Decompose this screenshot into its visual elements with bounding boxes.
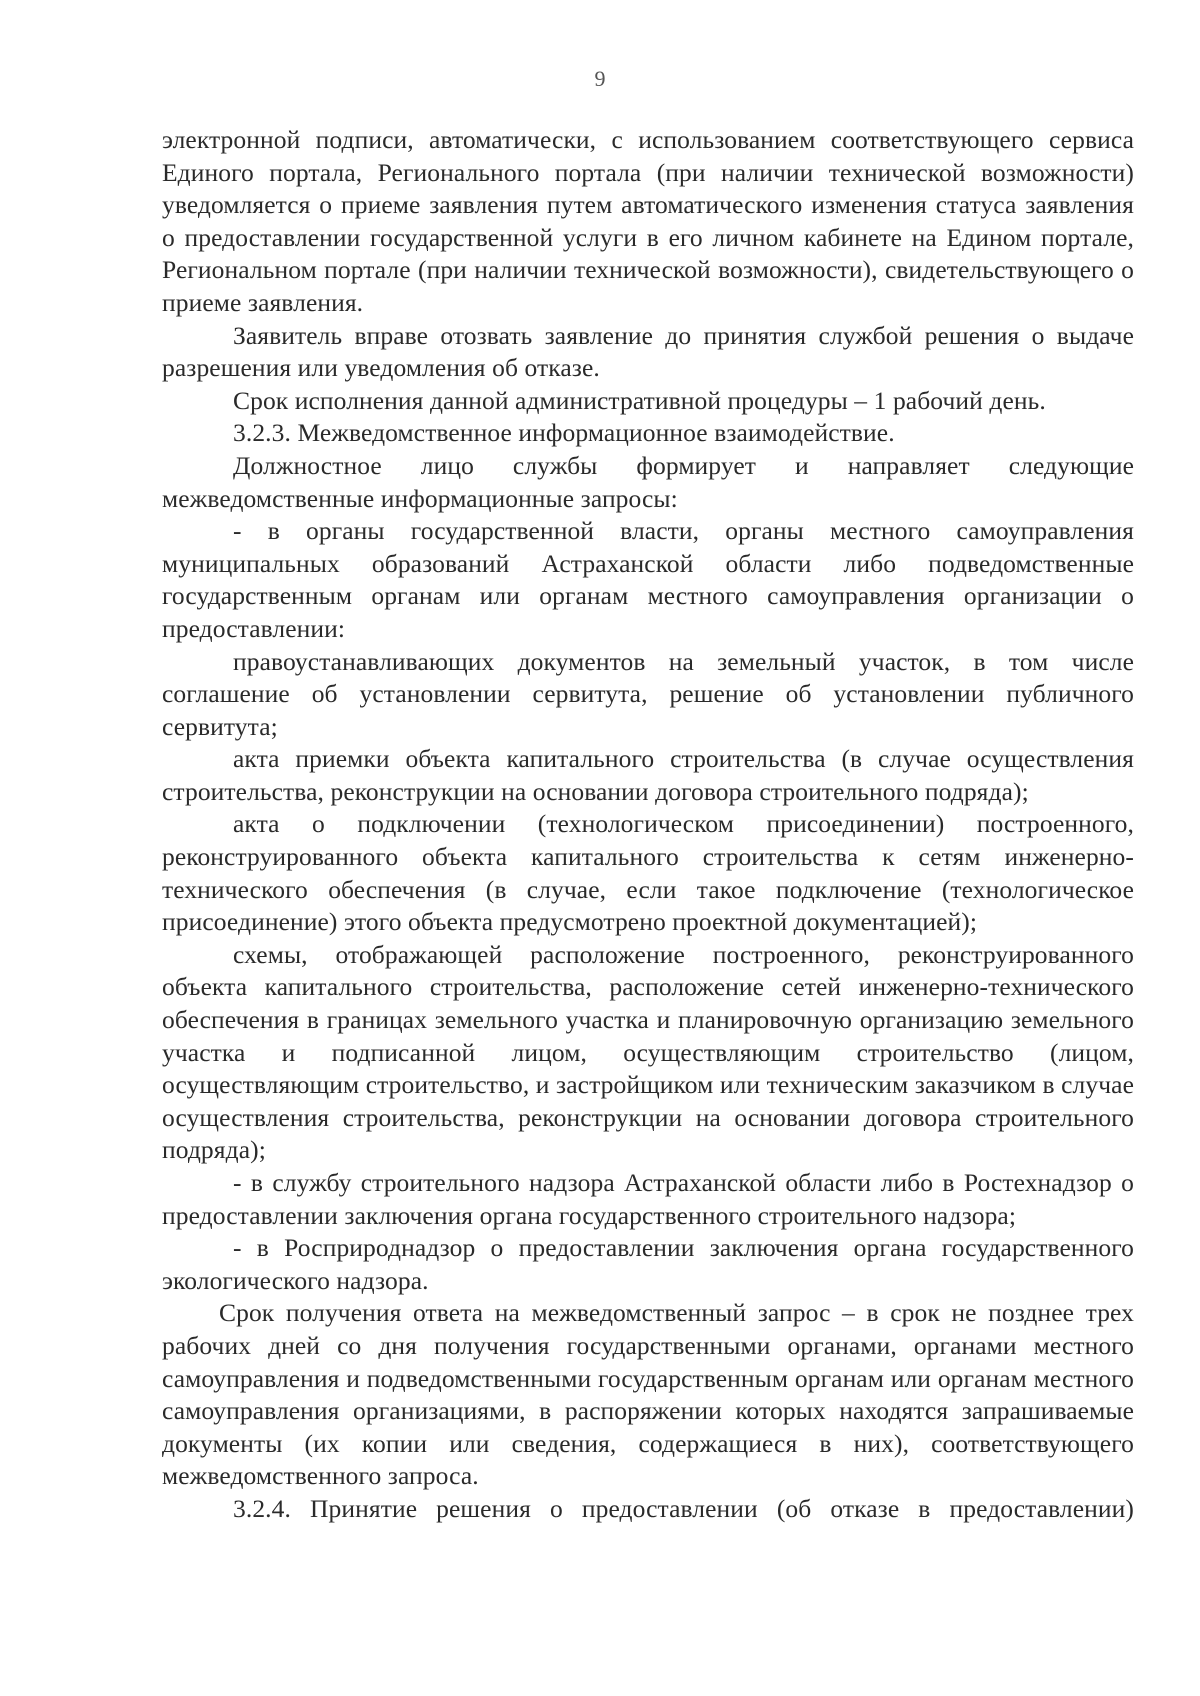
list-item-construction-supervision: - в службу строительного надзора Астраханской области либо в Ростехнадзор о предоставлении заключения органа государственного строительного надзора; [162, 1168, 1134, 1230]
section-heading-3-2-4: 3.2.4. Принятие решения о предоставлении (об отказе в предоставлении) [233, 1493, 1134, 1523]
list-subitem-layout-scheme: схемы, отображающей расположение построенного, реконструированного объекта капитального строительства, расположение сетей инженерно-технического обеспечения в границах земельного участка и планировочную организацию земельного участка и подписанной лицом, осуществляющим строительство (лицом, осуществляющим строительство, и застройщиком или техническим заказчиком в случае осуществления строительства, реконструкции на основании договора строительного подряда); [162, 939, 1134, 1165]
paragraph-notification: электронной подписи, автоматически, с использованием соответствующего сервиса Единого портала, Регионального портала (при наличии технической возможности) уведомляется о приеме заявления путем автоматического изменения статуса заявления о предоставлении государственной услуги в его личном кабинете на Едином портале, Региональном портале (при наличии технической возможности), свидетельствующего о приеме заявления. [162, 125, 1134, 317]
document-body [162, 124, 1134, 1526]
list-subitem-connection-act: акта о подключении (технологическом присоединении) построенного, реконструированного объекта капитального строительства к сетям инженерно-технического обеспечения (в случае, если такое подключение (технологическое присоединение) этого объекта предусмотрено проектной документацией); [162, 809, 1134, 937]
list-item-government-bodies: - в органы государственной власти, органы местного самоуправления муниципальных образований Астраханской области либо подведомственные государственным органам или органам местного самоуправления организации о предоставлении: [162, 516, 1134, 643]
list-subitem-land-documents: правоустанавливающих документов на земельный участок, в том числе соглашение об установлении сервитута, решение об установлении публичного сервитута; [162, 646, 1134, 741]
page-number: 9 [594, 66, 606, 91]
list-subitem-acceptance-act: акта приемки объекта капитального строительства (в случае осуществления строительства, реконструкции на основании договора строительного подряда); [162, 744, 1134, 806]
paragraph-response-term: Срок получения ответа на межведомственный запрос – в срок не позднее трех рабочих дней со дня получения государственными органами, органами местного самоуправления и подведомственными государственным органам или органам местного самоуправления организациями, в распоряжении которых находятся запрашиваемые документы (их копии или сведения, содержащиеся в них), соответствующего межведомственного запроса. [162, 1298, 1134, 1491]
paragraph-procedure-term: Срок исполнения данной административной процедуры – 1 рабочий день. [233, 385, 1046, 415]
section-heading-3-2-3: 3.2.3. Межведомственное информационное взаимодействие. [233, 418, 895, 448]
paragraph-official-requests: Должностное лицо службы формирует и направляет следующие межведомственные информационные запросы: [162, 450, 1134, 513]
list-item-rosprirodnadzor: - в Росприроднадзор о предоставлении заключения органа государственного экологического надзора. [162, 1233, 1134, 1295]
paragraph-withdraw-right: Заявитель вправе отозвать заявление до принятия службой решения о выдаче разрешения или уведомления об отказе. [162, 320, 1134, 383]
